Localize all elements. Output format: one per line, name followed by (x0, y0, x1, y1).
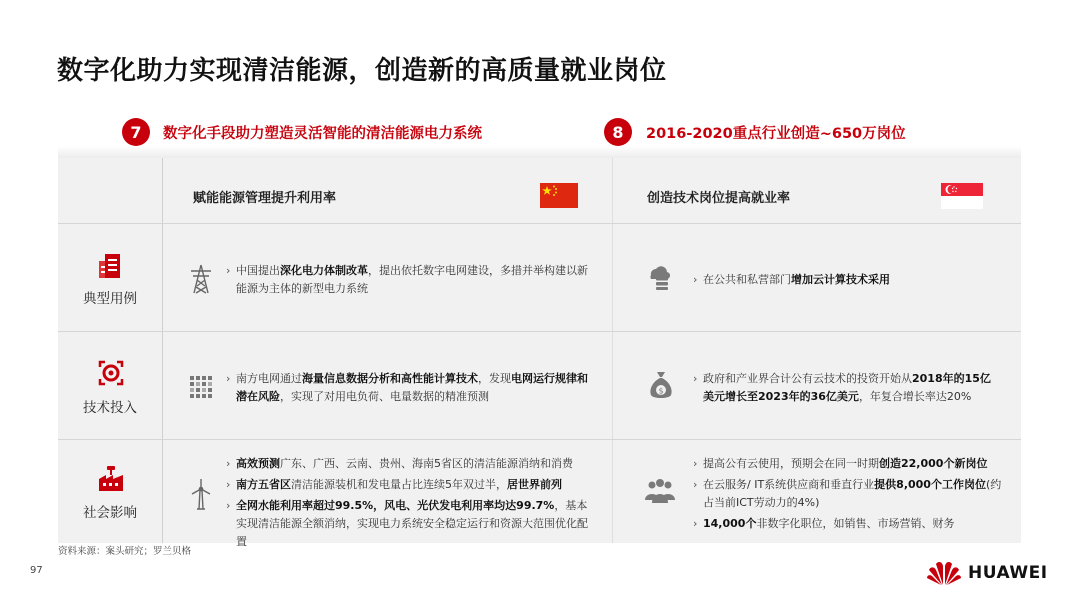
text-segment: 提高公有云使用，预期会在同一时期 (703, 457, 879, 470)
row-divider (58, 439, 1021, 440)
bold-text: 创造22,000个新岗位 (879, 457, 988, 470)
column-header: 创造技术岗位提高就业率 (647, 191, 791, 206)
bullet-item (693, 370, 993, 406)
text-segment: 南方电网通过 (236, 372, 302, 385)
bullet-item (226, 370, 596, 406)
column-header: 赋能能源管理提升利用率 (193, 191, 337, 206)
huawei-logo-icon (926, 558, 962, 586)
bold-text: 南方五省区 (236, 478, 291, 491)
bold-text: 14,000个 (703, 517, 757, 530)
money-bag-icon (648, 370, 674, 400)
text-segment: 在云服务/ IT系统供应商和垂直行业 (703, 478, 875, 491)
bold-text: 2018年的15亿美元增长至2023年的36亿美元 (703, 372, 991, 403)
text-segment: ，实现了对用电负荷、电量数据的精准预测 (280, 390, 489, 403)
bold-text: 全网水能利用率超过99.5%，风电、光伏发电利用率均达99.7% (236, 499, 555, 512)
text-segment: ，年复合增长率达20% (858, 390, 972, 403)
cell-text (693, 455, 1003, 533)
text-segment: ，基本实现清洁能源全额消纳，实现电力系统安全稳定运行和资源大范围优化配置 (236, 499, 588, 548)
text-segment: 政府和产业界合计公有云技术的投资开始从 (703, 372, 912, 385)
row-divider (58, 223, 1021, 224)
svg-text:$: $ (658, 386, 664, 396)
column-divider (162, 158, 163, 543)
section-heading: 2016-2020重点行业创造~650万岗位 (646, 126, 906, 142)
section-heading: 数字化手段助力塑造灵活智能的清洁能源电力系统 (163, 126, 482, 142)
section-number-badge: 7 (122, 118, 150, 146)
bullet-item (226, 262, 596, 298)
row-label: 社会影响 (83, 505, 137, 521)
factory-icon (98, 465, 124, 491)
cloud-server-icon (646, 264, 670, 290)
cell-text (693, 370, 993, 406)
text-segment: ，发现 (478, 372, 511, 385)
bold-text: 海量信息数据分析和高性能计算技术 (302, 372, 478, 385)
source-note: 资料来源：案头研究；罗兰贝格 (58, 546, 192, 557)
row-label: 技术投入 (83, 400, 137, 416)
bold-text: 高效预测 (236, 457, 280, 470)
cell-text (226, 370, 596, 406)
bullet-item (693, 271, 1003, 289)
bullet-item (693, 476, 1003, 512)
brand-name: HUAWEI (968, 563, 1048, 583)
page-title: 数字化助力实现清洁能源，创造新的高质量就业岗位 (57, 56, 667, 86)
bold-text: 居世界前列 (507, 478, 562, 491)
bold-text: 增加云计算技术采用 (791, 273, 890, 286)
text-segment: 中国提出 (236, 264, 280, 277)
bold-text: 电网运行规律和潜在风险 (236, 372, 588, 403)
bullet-item (226, 455, 598, 473)
wind-turbine-icon (188, 478, 214, 510)
text-segment: (约占当前ICT劳动力的4%) (703, 478, 1002, 509)
cell-text (226, 455, 598, 551)
singapore-flag-icon (941, 183, 983, 209)
document-stack-icon (98, 252, 124, 280)
text-segment: 非数字化职位，如销售、市场营销、财务 (756, 517, 955, 530)
data-grid-icon (190, 376, 212, 398)
text-segment: 清洁能源装机和发电量占比连续5年双过半， (291, 478, 507, 491)
bullet-item (693, 515, 1003, 533)
bold-text: 提供8,000个工作岗位 (874, 478, 986, 491)
row-divider (58, 331, 1021, 332)
cell-text (226, 262, 596, 298)
cell-text (693, 271, 1003, 289)
page-number: 97 (30, 565, 43, 576)
text-segment: 广东、广西、云南、贵州、海南5省区的清洁能源消纳和消费 (280, 457, 573, 470)
text-segment: ，提出依托数字电网建设，多措并举构建以新能源为主体的新型电力系统 (236, 264, 588, 295)
bullet-item (693, 455, 1003, 473)
bold-text: 深化电力体制改革 (280, 264, 368, 277)
power-tower-icon (190, 264, 212, 294)
bullet-item (226, 476, 598, 494)
people-group-icon (644, 478, 676, 504)
china-flag-icon (540, 183, 578, 208)
bullet-item (226, 497, 598, 551)
column-divider (612, 158, 613, 543)
gear-target-icon (98, 360, 124, 386)
section-number-badge: 8 (604, 118, 632, 146)
row-label: 典型用例 (83, 291, 137, 307)
text-segment: 在公共和私营部门 (703, 273, 791, 286)
